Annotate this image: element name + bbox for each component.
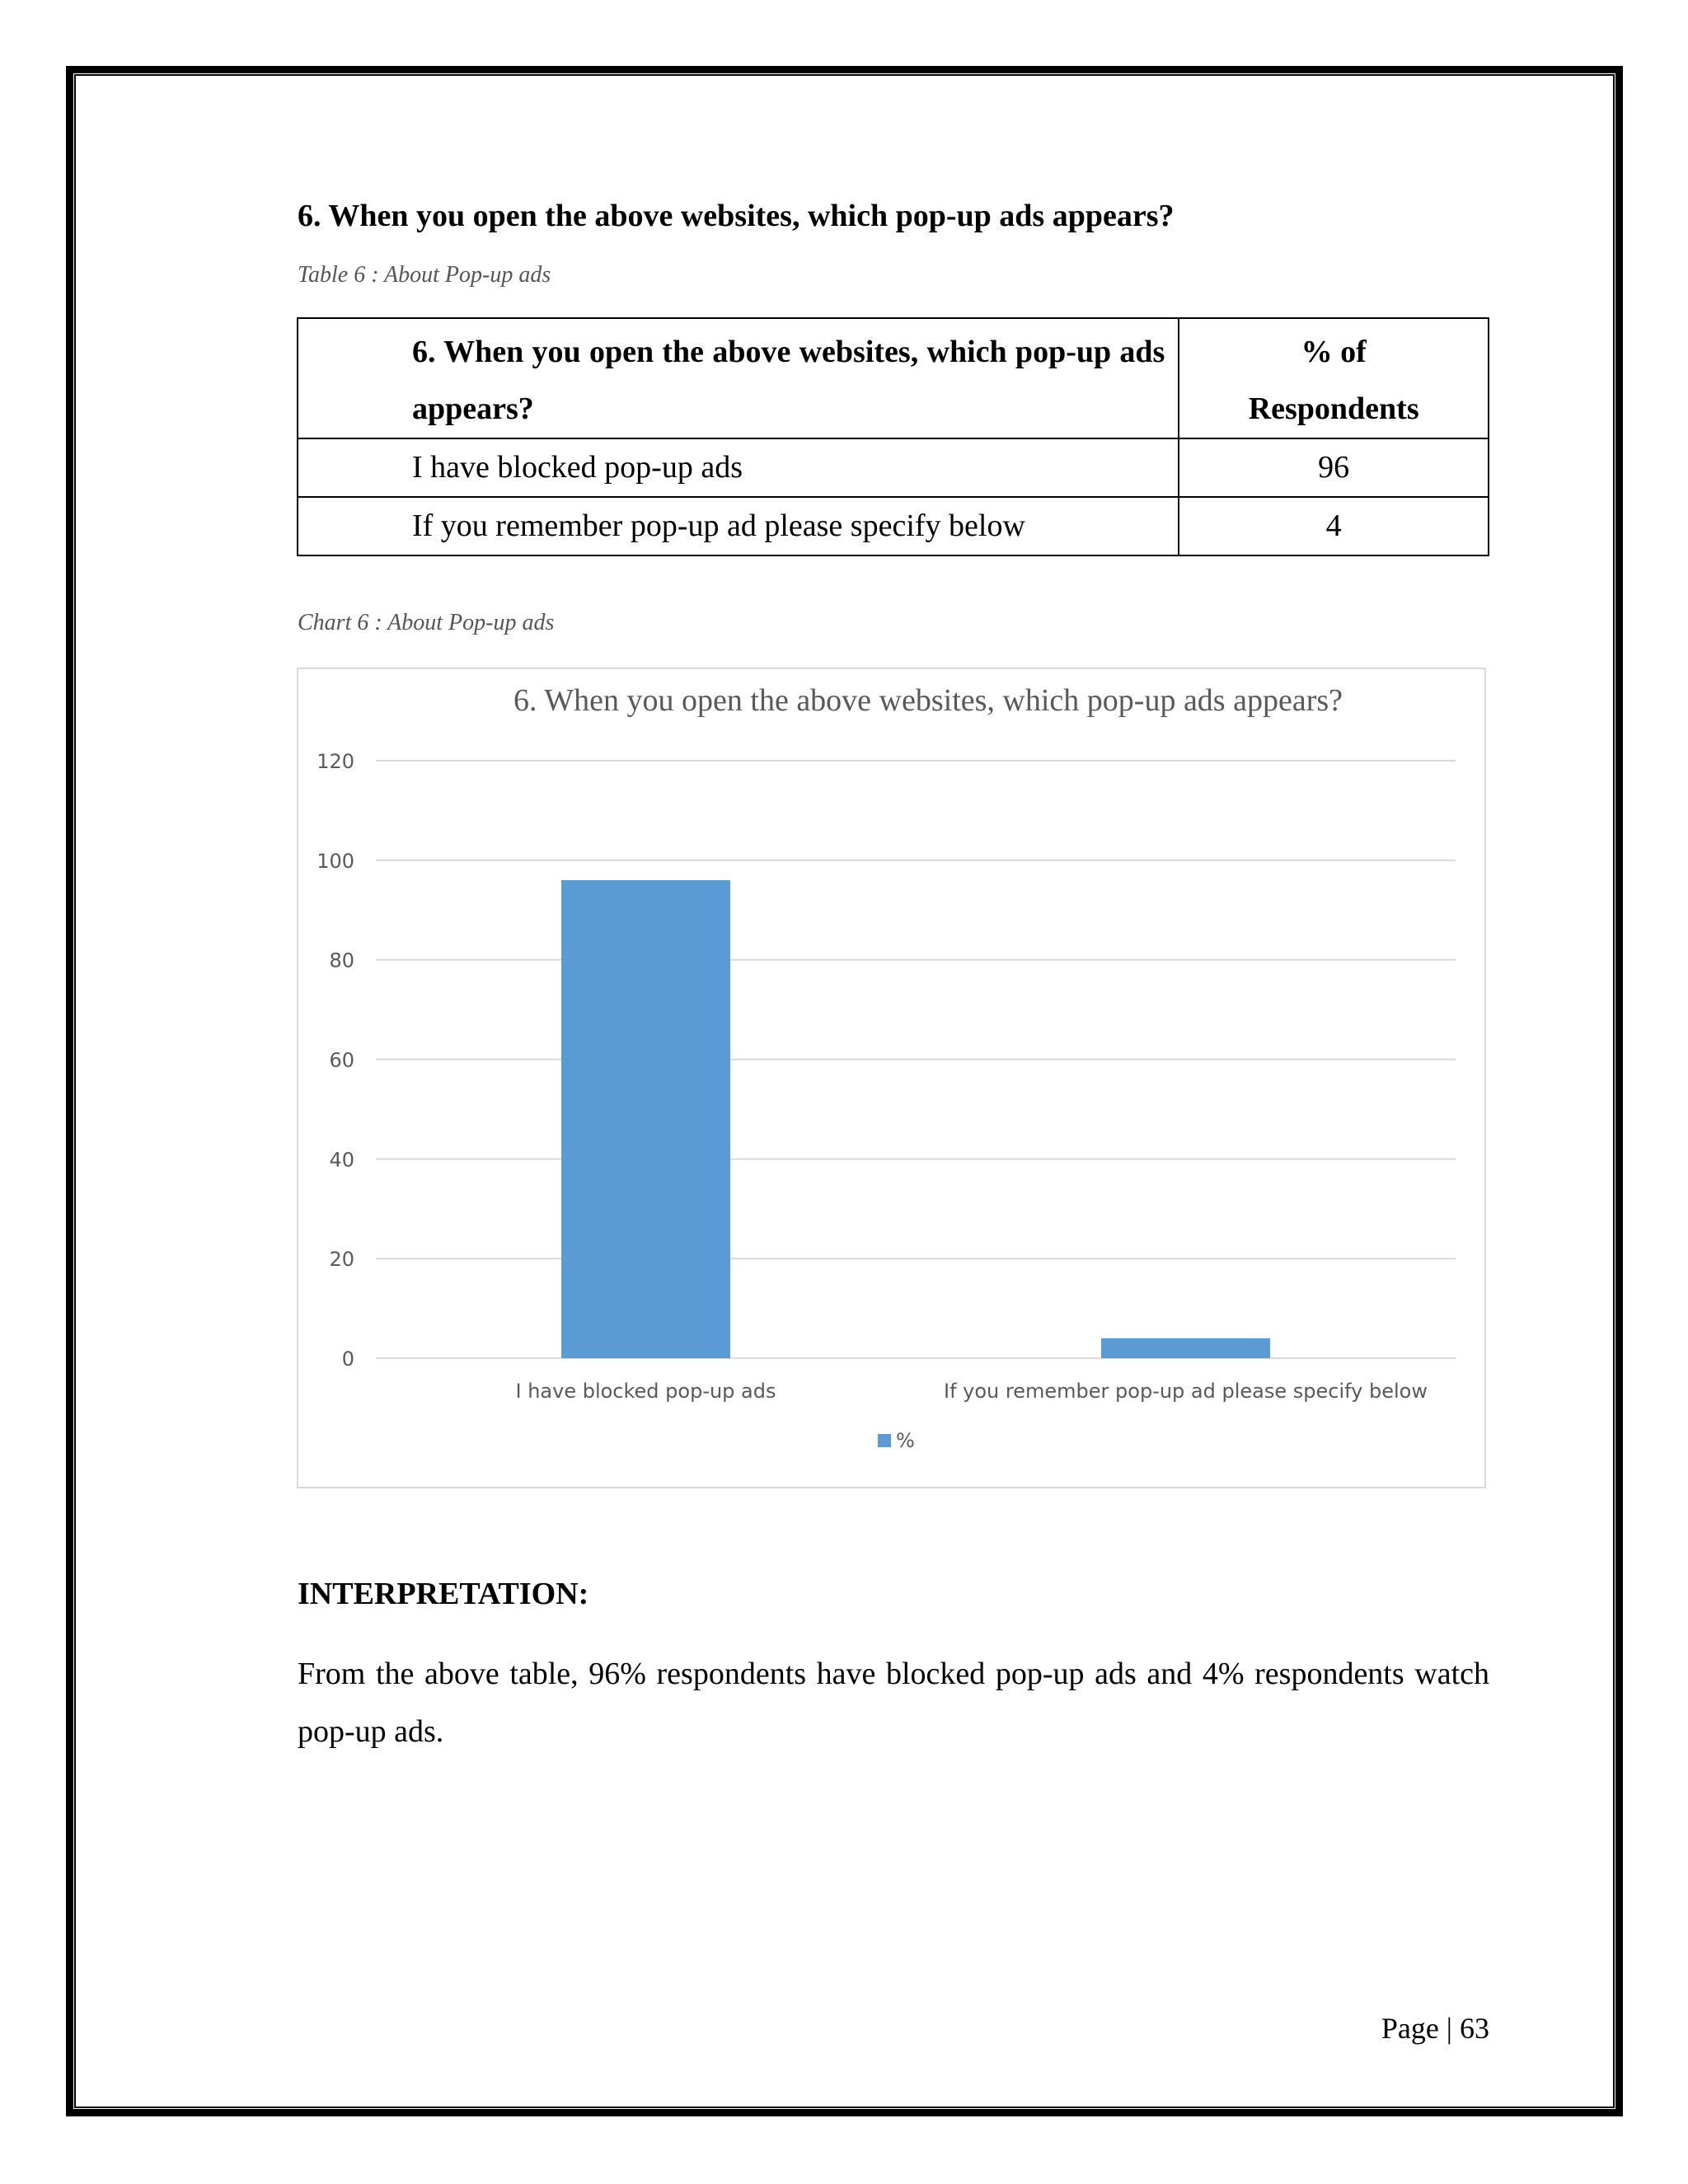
page-number: Page | 63: [1381, 2012, 1489, 2045]
bar: [1101, 1338, 1270, 1358]
table-row: [298, 497, 1489, 555]
x-tick-label: I have blocked pop-up ads: [515, 1380, 776, 1403]
x-tick-label: If you remember pop-up ad please specify below: [944, 1380, 1428, 1403]
interpretation-text: From the above table, 96% respondents have blocked pop-up ads and 4% respondents watch pop-up ads.: [298, 1657, 1489, 1749]
data-table: [297, 317, 1489, 556]
chart-container: [297, 668, 1486, 1488]
y-tick-label: 60: [329, 1048, 354, 1072]
y-tick-label: 120: [316, 750, 354, 773]
y-tick-label: 100: [316, 849, 354, 873]
table-cell-label: I have blocked pop-up ads: [298, 438, 1179, 497]
table-header-percent-text: % of Respondents: [1248, 335, 1419, 426]
legend-swatch: [878, 1434, 891, 1447]
y-tick-label: 80: [329, 949, 354, 972]
bar: [561, 880, 730, 1358]
section-heading: 6. When you open the above websites, which pop-up ads appears?: [298, 199, 1175, 233]
y-tick-label: 40: [329, 1148, 354, 1172]
legend-label: %: [896, 1429, 915, 1452]
y-tick-label: 20: [329, 1248, 354, 1272]
bar-chart: [298, 669, 1484, 1487]
table-header-row: [298, 318, 1489, 438]
table-header-question: 6. When you open the above websites, which pop-up ads appears?: [298, 318, 1179, 438]
chart-title: 6. When you open the above websites, which pop-up ads appears?: [513, 683, 1343, 718]
chart-caption: Chart 6 : About Pop-up ads: [298, 610, 555, 635]
table-cell-value: 96: [1179, 438, 1489, 497]
interpretation-title: INTERPRETATION:: [298, 1577, 589, 1611]
table-caption: Table 6 : About Pop-up ads: [298, 262, 551, 288]
table-header-percent: [1179, 318, 1489, 438]
table-cell-label: If you remember pop-up ad please specify below: [298, 497, 1179, 555]
table-row: [298, 438, 1489, 497]
table-cell-value: 4: [1179, 497, 1489, 555]
y-tick-label: 0: [341, 1347, 354, 1371]
